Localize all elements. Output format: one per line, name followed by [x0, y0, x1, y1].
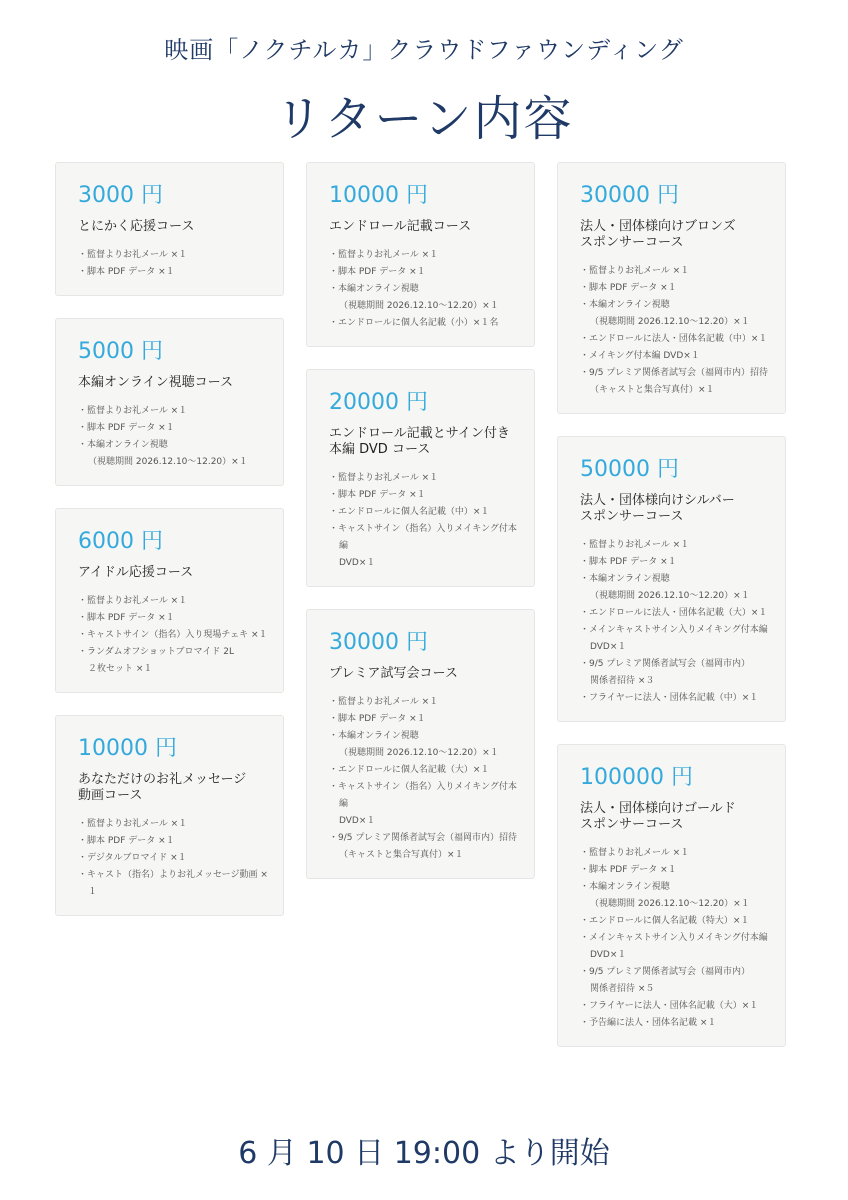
reward-item: ・監督よりお礼メール ×１ [78, 250, 188, 260]
reward-price: 10000 円 [329, 183, 428, 208]
reward-item: ・メインキャストサイン入りメイキング付本編 DVD×１ [580, 933, 768, 960]
reward-course-name: エンドロール記載とサイン付き 本編 DVD コース [329, 426, 510, 457]
reward-item: ・監督よりお礼メール ×１ [329, 250, 439, 260]
reward-items [78, 593, 271, 678]
reward-item: ・エンドロールに個人名記載（大）×１ [329, 765, 490, 775]
reward-item: ・メインキャストサイン入りメイキング付本編 DVD×１ [580, 625, 768, 652]
reward-price: 6000 円 [78, 529, 163, 554]
reward-item: ・ランダムオフショットブロマイド 2L ２枚セット ×１ [78, 647, 234, 674]
reward-item: ・監督よりお礼メール ×１ [78, 819, 188, 829]
reward-item: ・本編オンライン視聴 （視聴期間 2026.12.10〜12.20）×１ [580, 300, 750, 327]
reward-course-name: プレミア試写会コース [329, 666, 458, 681]
reward-items [78, 816, 271, 901]
reward-card [55, 508, 284, 693]
reward-price: 100000 円 [580, 765, 693, 790]
reward-items [78, 247, 271, 281]
reward-course-name: 法人・団体様向けゴールド スポンサーコース [580, 801, 736, 832]
reward-price: 3000 円 [78, 183, 163, 208]
reward-course-name: あなただけのお礼メッセージ 動画コース [78, 772, 247, 803]
reward-item: ・脚本 PDF データ ×１ [329, 714, 426, 724]
reward-card [557, 744, 786, 1047]
reward-item: ・9/5 プレミア関係者試写会（福岡市内） 関係者招待 ×５ [580, 967, 750, 994]
reward-item: ・キャストサイン（指名）入り現場チェキ ×１ [78, 630, 268, 640]
reward-item: ・予告編に法人・団体名記載 ×１ [580, 1018, 717, 1028]
reward-item: ・脚本 PDF データ ×１ [580, 865, 677, 875]
reward-items [580, 845, 773, 1032]
reward-item: ・エンドロールに個人名記載（中）×１ [329, 507, 490, 517]
reward-item: ・9/5 プレミア関係者試写会（福岡市内）招待 （キャストと集合写真付）×１ [580, 368, 768, 395]
page-subtitle: 映画「ノクチルカ」クラウドファウンディング [164, 36, 684, 64]
reward-price: 30000 円 [580, 183, 679, 208]
reward-item: ・フライヤーに法人・団体名記載（中）×１ [580, 693, 759, 703]
reward-course-name: 本編オンライン視聴コース [78, 375, 233, 390]
reward-items [329, 470, 522, 572]
reward-item: ・エンドロールに法人・団体名記載（大）×１ [580, 608, 768, 618]
reward-item: ・監督よりお礼メール ×１ [78, 596, 188, 606]
reward-card [306, 609, 535, 879]
reward-item: ・9/5 プレミア関係者試写会（福岡市内） 関係者招待 ×３ [580, 659, 750, 686]
reward-item: ・監督よりお礼メール ×１ [580, 540, 690, 550]
reward-item: ・監督よりお礼メール ×１ [329, 697, 439, 707]
start-date: 6 月 10 日 19:00 より開始 [238, 1136, 610, 1171]
reward-card [55, 318, 284, 486]
reward-item: ・エンドロールに個人名記載（小）×１名 [329, 318, 499, 328]
page-title: リターン内容 [274, 91, 574, 147]
reward-course-name: 法人・団体様向けブロンズ スポンサーコース [580, 219, 736, 250]
reward-item: ・メイキング付本編 DVD×１ [580, 351, 700, 361]
reward-card [557, 162, 786, 414]
reward-items [78, 403, 271, 471]
reward-item: ・監督よりお礼メール ×１ [580, 266, 690, 276]
reward-price: 50000 円 [580, 457, 679, 482]
reward-item: ・キャストサイン（指名）入りメイキング付本編 DVD×１ [329, 782, 517, 826]
reward-item: ・監督よりお礼メール ×１ [329, 473, 439, 483]
reward-item: ・脚本 PDF データ ×１ [580, 283, 677, 293]
reward-course-name: 法人・団体様向けシルバー スポンサーコース [580, 493, 735, 524]
reward-item: ・本編オンライン視聴 （視聴期間 2026.12.10〜12.20）×１ [78, 440, 248, 467]
reward-item: ・脚本 PDF データ ×１ [329, 267, 426, 277]
reward-price: 30000 円 [329, 630, 428, 655]
reward-card [557, 436, 786, 722]
reward-item: ・脚本 PDF データ ×１ [78, 267, 175, 277]
reward-price: 5000 円 [78, 339, 163, 364]
reward-item: ・本編オンライン視聴 （視聴期間 2026.12.10〜12.20）×１ [580, 882, 750, 909]
reward-item: ・脚本 PDF データ ×１ [78, 423, 175, 433]
reward-card [55, 715, 284, 916]
reward-card [306, 162, 535, 347]
reward-card [55, 162, 284, 296]
reward-price: 20000 円 [329, 390, 428, 415]
reward-item: ・脚本 PDF データ ×１ [329, 490, 426, 500]
reward-item: ・本編オンライン視聴 （視聴期間 2026.12.10〜12.20）×１ [580, 574, 750, 601]
reward-item: ・キャストサイン（指名）入りメイキング付本編 DVD×１ [329, 524, 517, 568]
reward-item: ・キャスト（指名）よりお礼メッセージ動画 ×１ [78, 870, 268, 897]
reward-course-name: とにかく応援コース [78, 219, 195, 234]
reward-price: 10000 円 [78, 736, 177, 761]
reward-item: ・本編オンライン視聴 （視聴期間 2026.12.10〜12.20）×１ [329, 284, 499, 311]
reward-item: ・デジタルブロマイド ×１ [78, 853, 187, 863]
reward-item: ・エンドロールに法人・団体名記載（中）×１ [580, 334, 768, 344]
reward-item: ・フライヤーに法人・団体名記載（大）×１ [580, 1001, 759, 1011]
reward-item: ・本編オンライン視聴 （視聴期間 2026.12.10〜12.20）×１ [329, 731, 499, 758]
reward-items [580, 263, 773, 399]
column-2 [306, 162, 535, 901]
reward-items [580, 537, 773, 707]
reward-item: ・脚本 PDF データ ×１ [78, 613, 175, 623]
reward-item: ・9/5 プレミア関係者試写会（福岡市内）招待 （キャストと集合写真付）×１ [329, 833, 517, 860]
reward-item: ・脚本 PDF データ ×１ [580, 557, 677, 567]
reward-item: ・エンドロールに個人名記載（特大）×１ [580, 916, 750, 926]
column-3 [557, 162, 786, 1069]
column-1 [55, 162, 284, 938]
reward-course-name: エンドロール記載コース [329, 219, 472, 234]
reward-items [329, 694, 522, 864]
reward-item: ・監督よりお礼メール ×１ [580, 848, 690, 858]
reward-card [306, 369, 535, 587]
reward-course-name: アイドル応援コース [78, 565, 194, 580]
reward-items [329, 247, 522, 332]
reward-item: ・脚本 PDF データ ×１ [78, 836, 175, 846]
reward-item: ・監督よりお礼メール ×１ [78, 406, 188, 416]
